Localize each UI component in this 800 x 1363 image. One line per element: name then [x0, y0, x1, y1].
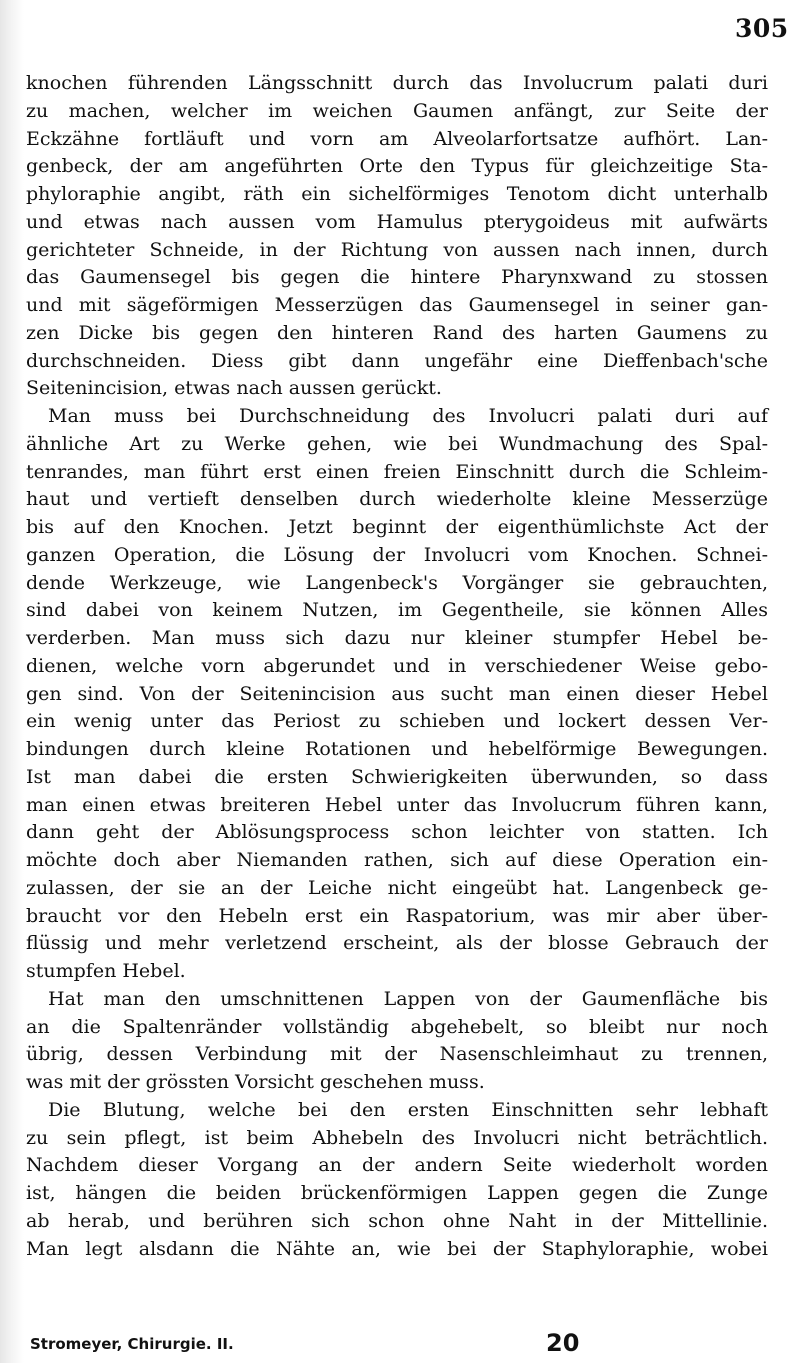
text-line: an die Spaltenränder vollständig abgehebelt, so bleibt nur noch [26, 1015, 768, 1038]
text-line: sind dabei von keinem Nutzen, im Gegentheile, sie können Alles [26, 599, 768, 622]
text-line: möchte doch aber Niemanden rathen, sich auf diese Operation ein- [26, 849, 768, 871]
text-line: Seitenincision, etwas nach aussen gerückt. [26, 377, 442, 400]
page-footer [30, 1329, 770, 1363]
text-line: phyloraphie angibt, räth ein sichelförmiges Tenotom dicht unterhalb [26, 183, 768, 205]
text-line: haut und vertieft denselben durch wiederholte kleine Messerzüge [26, 488, 768, 511]
text-line: übrig, dessen Verbindung mit der Nasenschleimhaut zu trennen, [26, 1043, 768, 1066]
text-line: bis auf den Knochen. Jetzt beginnt der eigenthümlichste Act der [26, 516, 768, 538]
text-line: Die Blutung, welche bei den ersten Einschnitten sehr lebhaft [48, 1098, 768, 1121]
text-line: zen Dicke bis gegen den hinteren Rand des harten Gaumens zu [26, 321, 768, 344]
body-text [26, 70, 768, 1263]
text-line: stumpfen Hebel. [26, 960, 186, 982]
text-line: Hat man den umschnittenen Lappen von der Gaumenfläche bis [48, 987, 768, 1010]
text-line: gerichteter Schneide, in der Richtung von aussen nach innen, durch [26, 238, 768, 261]
text-line: ist, hängen die beiden brückenförmigen Lappen gegen die Zunge [26, 1182, 768, 1204]
text-line: dienen, welche vorn abgerundet und in verschiedener Weise gebo- [26, 654, 768, 677]
text-line: Man muss bei Durchschneidung des Involucri palati duri auf [48, 405, 768, 427]
text-line: Nachdem dieser Vorgang an der andern Seite wiederholt worden [26, 1154, 768, 1177]
text-line: verderben. Man muss sich dazu nur kleiner stumpfer Hebel be- [26, 627, 768, 649]
text-line: das Gaumensegel bis gegen die hintere Pharynxwand zu stossen [26, 266, 768, 289]
text-line: und mit sägeförmigen Messerzügen das Gaumensegel in seiner gan- [26, 294, 768, 316]
text-line: ein wenig unter das Periost zu schieben und lockert dessen Ver- [26, 710, 768, 733]
sheet-signature: 20 [546, 1329, 580, 1357]
text-line: dann geht der Ablösungsprocess schon leichter von statten. Ich [26, 821, 768, 844]
text-line: durchschneiden. Diess gibt dann ungefähr eine Dieffenbach'sche [26, 349, 768, 372]
text-line: zu sein pflegt, ist beim Abhebeln des Involucri nicht beträchtlich. [26, 1126, 768, 1149]
footnote-source: Stromeyer, Chirurgie. II. [30, 1335, 234, 1353]
text-line: tenrandes, man führt erst einen freien Einschnitt durch die Schleim- [26, 460, 768, 483]
text-line: gen sind. Von der Seitenincision aus sucht man einen dieser Hebel [26, 682, 768, 705]
text-line: braucht vor den Hebeln erst ein Raspatorium, was mir aber über- [26, 904, 768, 927]
text-line: bindungen durch kleine Rotationen und hebelförmige Bewegungen. [26, 738, 768, 760]
page-number: 305 [735, 14, 789, 43]
text-line: dende Werkzeuge, wie Langenbeck's Vorgänger sie gebrauchten, [26, 571, 768, 594]
text-line: genbeck, der am angeführten Orte den Typus für gleichzeitige Sta- [26, 155, 768, 178]
text-line: zulassen, der sie an der Leiche nicht eingeübt hat. Langenbeck ge- [26, 876, 768, 899]
text-line: zu machen, welcher im weichen Gaumen anfängt, zur Seite der [26, 99, 768, 122]
text-line: und etwas nach aussen vom Hamulus pterygoideus mit aufwärts [26, 210, 768, 233]
page-gutter-shadow [0, 0, 24, 1363]
text-line: ab herab, und berühren sich schon ohne Naht in der Mittellinie. [26, 1209, 768, 1232]
text-line: ganzen Operation, die Lösung der Involucri vom Knochen. Schnei- [26, 543, 768, 566]
text-line: flüssig und mehr verletzend erscheint, als der blosse Gebrauch der [26, 932, 768, 955]
text-line: ähnliche Art zu Werke gehen, wie bei Wundmachung des Spal- [26, 432, 768, 455]
text-line: man einen etwas breiteren Hebel unter das Involucrum führen kann, [26, 793, 768, 816]
text-line: Ist man dabei die ersten Schwierigkeiten überwunden, so dass [26, 765, 768, 788]
text-line: Man legt alsdann die Nähte an, wie bei der Staphyloraphie, wobei [26, 1237, 768, 1260]
text-line: Eckzähne fortläuft und vorn am Alveolarfortsatze aufhört. Lan- [26, 127, 768, 150]
text-line: knochen führenden Längsschnitt durch das Involucrum palati duri [26, 72, 768, 94]
text-line: was mit der grössten Vorsicht geschehen muss. [26, 1071, 485, 1093]
